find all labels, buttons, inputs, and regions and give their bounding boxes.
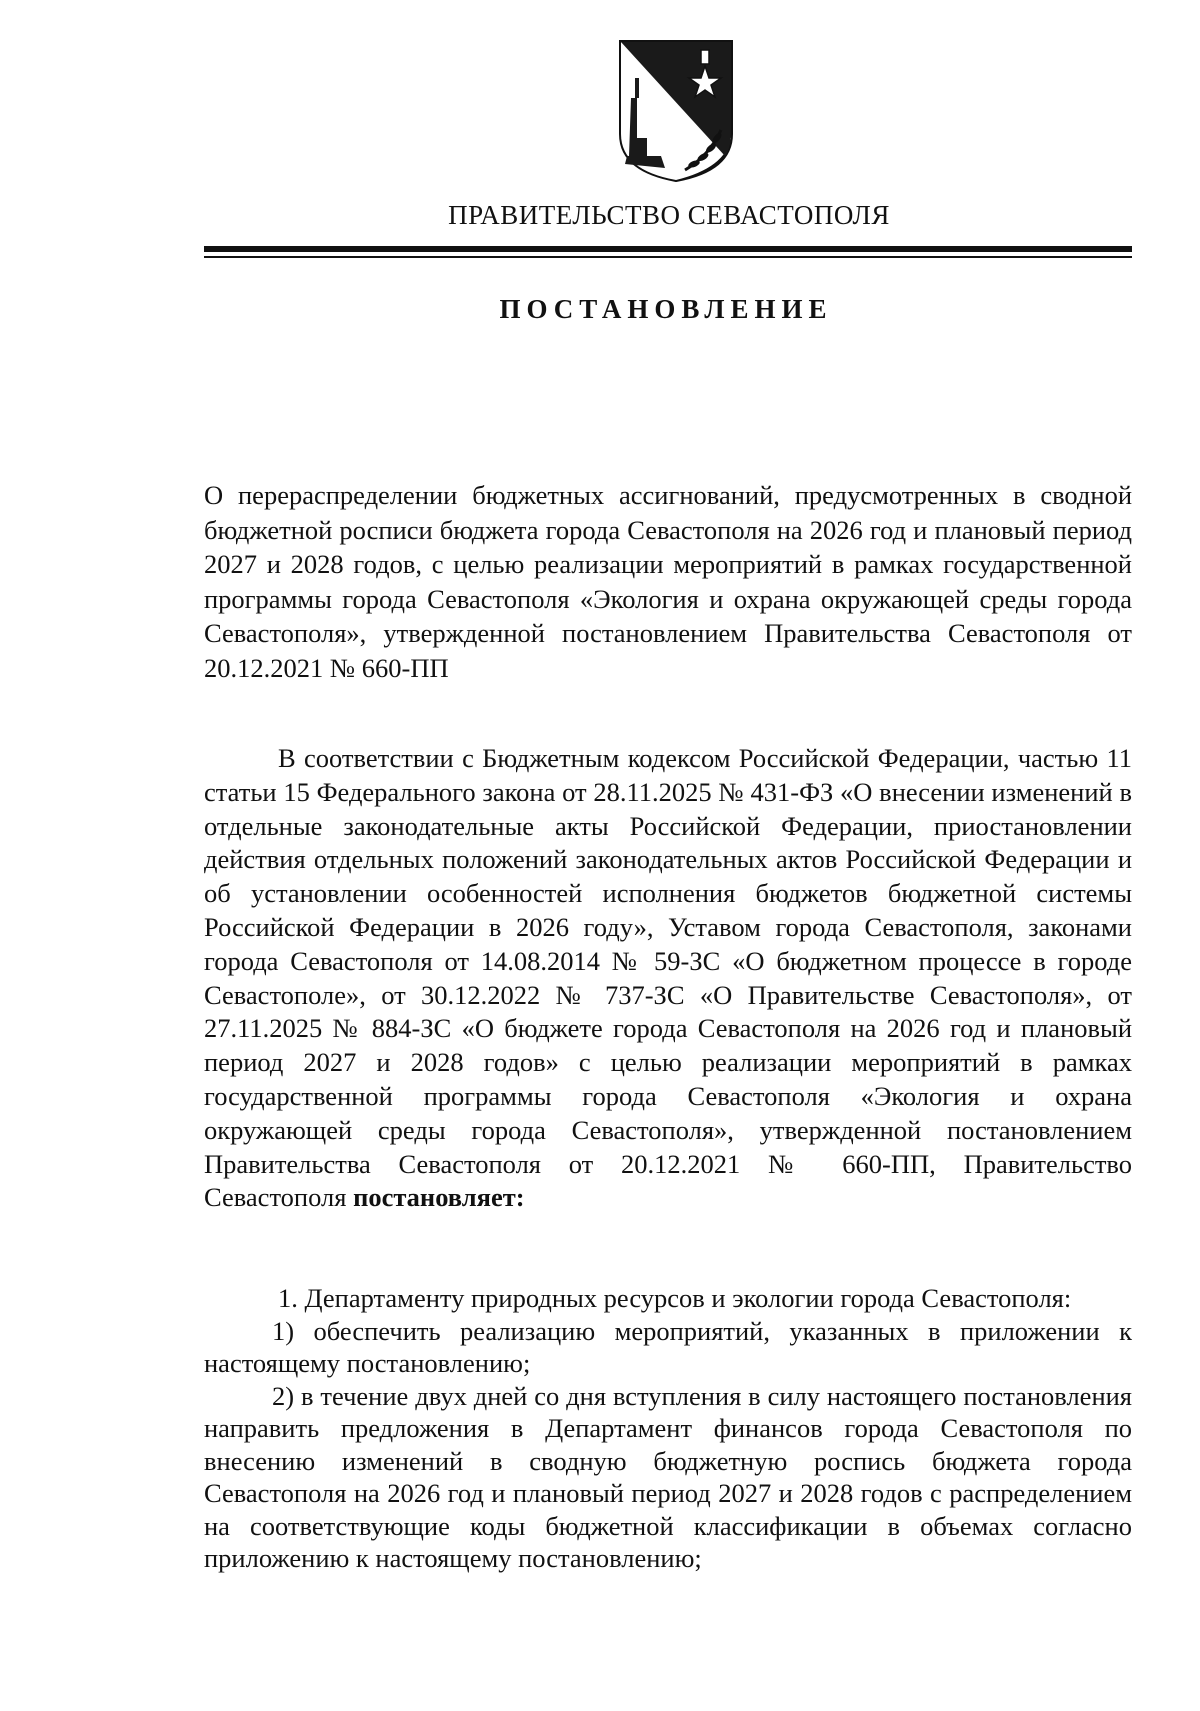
header-divider-thick [204, 246, 1132, 252]
document-type: ПОСТАНОВЛЕНИЕ [499, 294, 833, 324]
item-1-subitem-2: 2) в течение двух дней со дня вступления в силу настоящего постановления направить предложения в Департамент финансов города Севастополя по внесению изменений в сводную бюджетную роспись бюджета города Севастополя на 2026 год и плановый период 2027 и 2028 годов с распределением на соответствующие коды бюджетной классификации в объемах согласно приложению к настоящему постановлению; [204, 1380, 1132, 1573]
resolves-word: постановляет: [353, 1182, 525, 1213]
preamble [204, 742, 1132, 1215]
document-title: О перераспределении бюджетных ассигнований, предусмотренных в сводной бюджетной росписи бюджета города Севастополя на 2026 год и плановый период 2027 и 2028 годов, с целью реализации мероприятий в рамках государственной программы города Севастополя «Экология и охрана окружающей среды города Севастополя», утвержденной постановлением Правительства Севастополя от 20.12.2021 № 660-ПП [204, 480, 1132, 683]
sevastopol-coat-of-arms-icon [617, 38, 735, 184]
resolution-items [204, 1282, 1132, 1575]
organization-name: ПРАВИТЕЛЬСТВО СЕВАСТОПОЛЯ [448, 200, 890, 230]
header-divider-thin [204, 256, 1132, 258]
item-1: 1. Департаменту природных ресурсов и экологии города Севастополя: [278, 1283, 1072, 1313]
preamble-paragraph [204, 742, 1132, 1215]
item-1-subitem-1: 1) обеспечить реализацию мероприятий, указанных в приложении к настоящему постановлению; [204, 1315, 1132, 1378]
preamble-text: В соответствии с Бюджетным кодексом Российской Федерации, частью 11 статьи 15 Федерального закона от 28.11.2025 № 431-ФЗ «О внесении изменений в отдельные законодательные акты Российской Федерации, приостановлении действия отдельных положений законодательных актов Российской Федерации и об установлении особенностей исполнения бюджетов бюджетной системы Российской Федерации в 2026 году», Уставом города Севастополя, законами города Севастополя от 14.08.2014 № 59-ЗС «О бюджетном процессе в городе Севастополе», от 30.12.2022 № 737-ЗС «О Правительстве Севастополя», от 27.11.2025 № 884-ЗС «О бюджете города Севастополя на 2026 год и плановый период 2027 и 2028 годов» с целью реализации мероприятий в рамках государственной программы города Севастополя «Экология и охрана окружающей среды города Севастополя», утвержденной постановлением Правительства Севастополя от 20.12.2021 № 660-ПП, Правительство Севастополя [204, 743, 1132, 1213]
